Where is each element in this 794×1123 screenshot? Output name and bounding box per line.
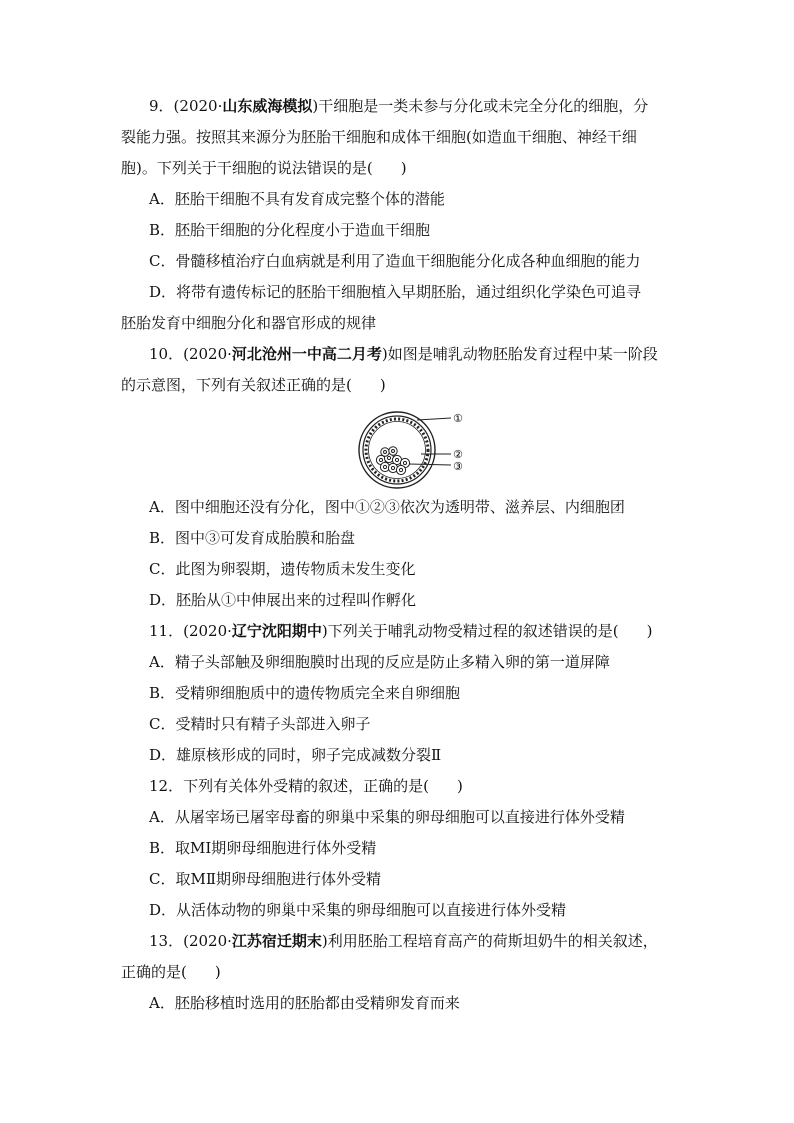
- question-10-stem-line-2: [121, 375, 386, 395]
- blastocyst-diagram: [355, 408, 467, 492]
- question-9-option-c: C．骨髓移植治疗白血病就是利用了造血干细胞能分化成各种血细胞的能力: [149, 252, 641, 270]
- question-9-stem-line-1: [149, 96, 648, 116]
- source-prefix: (2020·: [183, 345, 232, 363]
- question-13-option-a: A．胚胎移植时选用的胚胎都由受精卵发育而来: [149, 994, 460, 1012]
- source-suffix: ): [321, 932, 328, 950]
- source-name: 河北沧州一中高二月考: [231, 345, 382, 363]
- answer-paren-close: ): [400, 159, 407, 177]
- question-11-option-c: C．受精时只有精子头部进入卵子: [149, 715, 371, 733]
- question-9-stem-line-2: 裂能力强。按照其来源分为胚胎干细胞和成体干细胞(如造血干细胞、神经干细: [121, 128, 637, 146]
- question-12-option-b: B．取MⅠ期卵母细胞进行体外受精: [149, 839, 377, 857]
- stem-text: 利用胚胎工程培育高产的荷斯坦奶牛的相关叙述，: [327, 932, 658, 950]
- figure-label-2: ②: [453, 448, 463, 461]
- stem-text: 正确的是(: [121, 963, 187, 981]
- question-9-option-b: B．胚胎干细胞的分化程度小于造血干细胞: [149, 221, 431, 239]
- leader-line-3: [409, 464, 451, 465]
- answer-paren-close: ): [646, 622, 653, 640]
- question-number: 12．: [149, 777, 184, 795]
- stem-text: 下列有关体外受精的叙述，正确的是(: [183, 777, 429, 795]
- stem-text: 如图是哺乳动物胚胎发育过程中某一阶段: [387, 345, 658, 363]
- answer-paren-close: ): [214, 963, 221, 981]
- source-name: 辽宁沈阳期中: [231, 622, 322, 640]
- source-name: 江苏宿迁期末: [231, 932, 322, 950]
- question-11-stem-line-1: [149, 621, 652, 641]
- question-13-stem-line-1: [149, 931, 658, 951]
- question-9-option-d-continued: 胚胎发育中细胞分化和器官形成的规律: [121, 314, 377, 332]
- stem-text: 胞)。下列关于干细胞的说法错误的是(: [121, 159, 373, 177]
- question-10-option-b: B．图中③可发育成胎膜和胎盘: [149, 529, 356, 547]
- question-11-option-d: D．雄原核形成的同时，卵子完成减数分裂Ⅱ: [149, 746, 442, 764]
- question-10-option-d: D．胚胎从①中伸展出来的过程叫作孵化: [149, 591, 417, 609]
- question-12-option-c: C．取MⅡ期卵母细胞进行体外受精: [149, 870, 382, 888]
- question-10-option-a: A．图中细胞还没有分化，图中①②③依次为透明带、滋养层、内细胞团: [149, 498, 625, 516]
- question-10-option-c: C．此图为卵裂期，遗传物质未发生变化: [149, 560, 416, 578]
- question-12-option-a: A．从屠宰场已屠宰母畜的卵巢中采集的卵母细胞可以直接进行体外受精: [149, 808, 625, 826]
- source-name: 山东威海模拟: [222, 97, 313, 115]
- source-suffix: ): [381, 345, 388, 363]
- question-9-option-a: A．胚胎干细胞不具有发育成完整个体的潜能: [149, 190, 445, 208]
- source-prefix: (2020·: [173, 97, 223, 115]
- figure-label-1: ①: [453, 412, 463, 425]
- figure-label-3: ③: [453, 460, 463, 473]
- inner-cell-mass: [376, 447, 409, 475]
- question-9-stem-line-3: [121, 158, 407, 178]
- question-number: 10．: [149, 345, 184, 363]
- source-suffix: ): [312, 97, 319, 115]
- question-12-option-d: D．从活体动物的卵巢中采集的卵母细胞可以直接进行体外受精: [149, 901, 567, 919]
- source-prefix: (2020·: [183, 622, 232, 640]
- stem-text: 的示意图，下列有关叙述正确的是(: [121, 376, 352, 394]
- question-10-stem-line-1: [149, 344, 658, 364]
- question-11-option-a: A．精子头部触及卵细胞膜时出现的反应是防止多精入卵的第一道屏障: [149, 653, 610, 671]
- source-prefix: (2020·: [183, 932, 232, 950]
- question-number: 11．: [149, 622, 184, 640]
- answer-paren-close: ): [456, 777, 463, 795]
- question-13-stem-line-2: [121, 962, 221, 982]
- question-number: 13．: [149, 932, 184, 950]
- stem-text: 干细胞是一类未参与分化或未完全分化的细胞，分: [318, 97, 649, 115]
- leader-line-1: [417, 418, 451, 420]
- question-number: 9．: [149, 97, 174, 115]
- question-11-option-b: B．受精卵细胞质中的遗传物质完全来自卵细胞: [149, 684, 461, 702]
- stem-text: 下列关于哺乳动物受精过程的叙述错误的是(: [327, 622, 619, 640]
- question-12-stem-line-1: [149, 776, 463, 796]
- question-9-option-d: D．将带有遗传标记的胚胎干细胞植入早期胚胎，通过组织化学染色可追寻: [149, 283, 642, 301]
- answer-paren-close: ): [379, 376, 386, 394]
- source-suffix: ): [321, 622, 328, 640]
